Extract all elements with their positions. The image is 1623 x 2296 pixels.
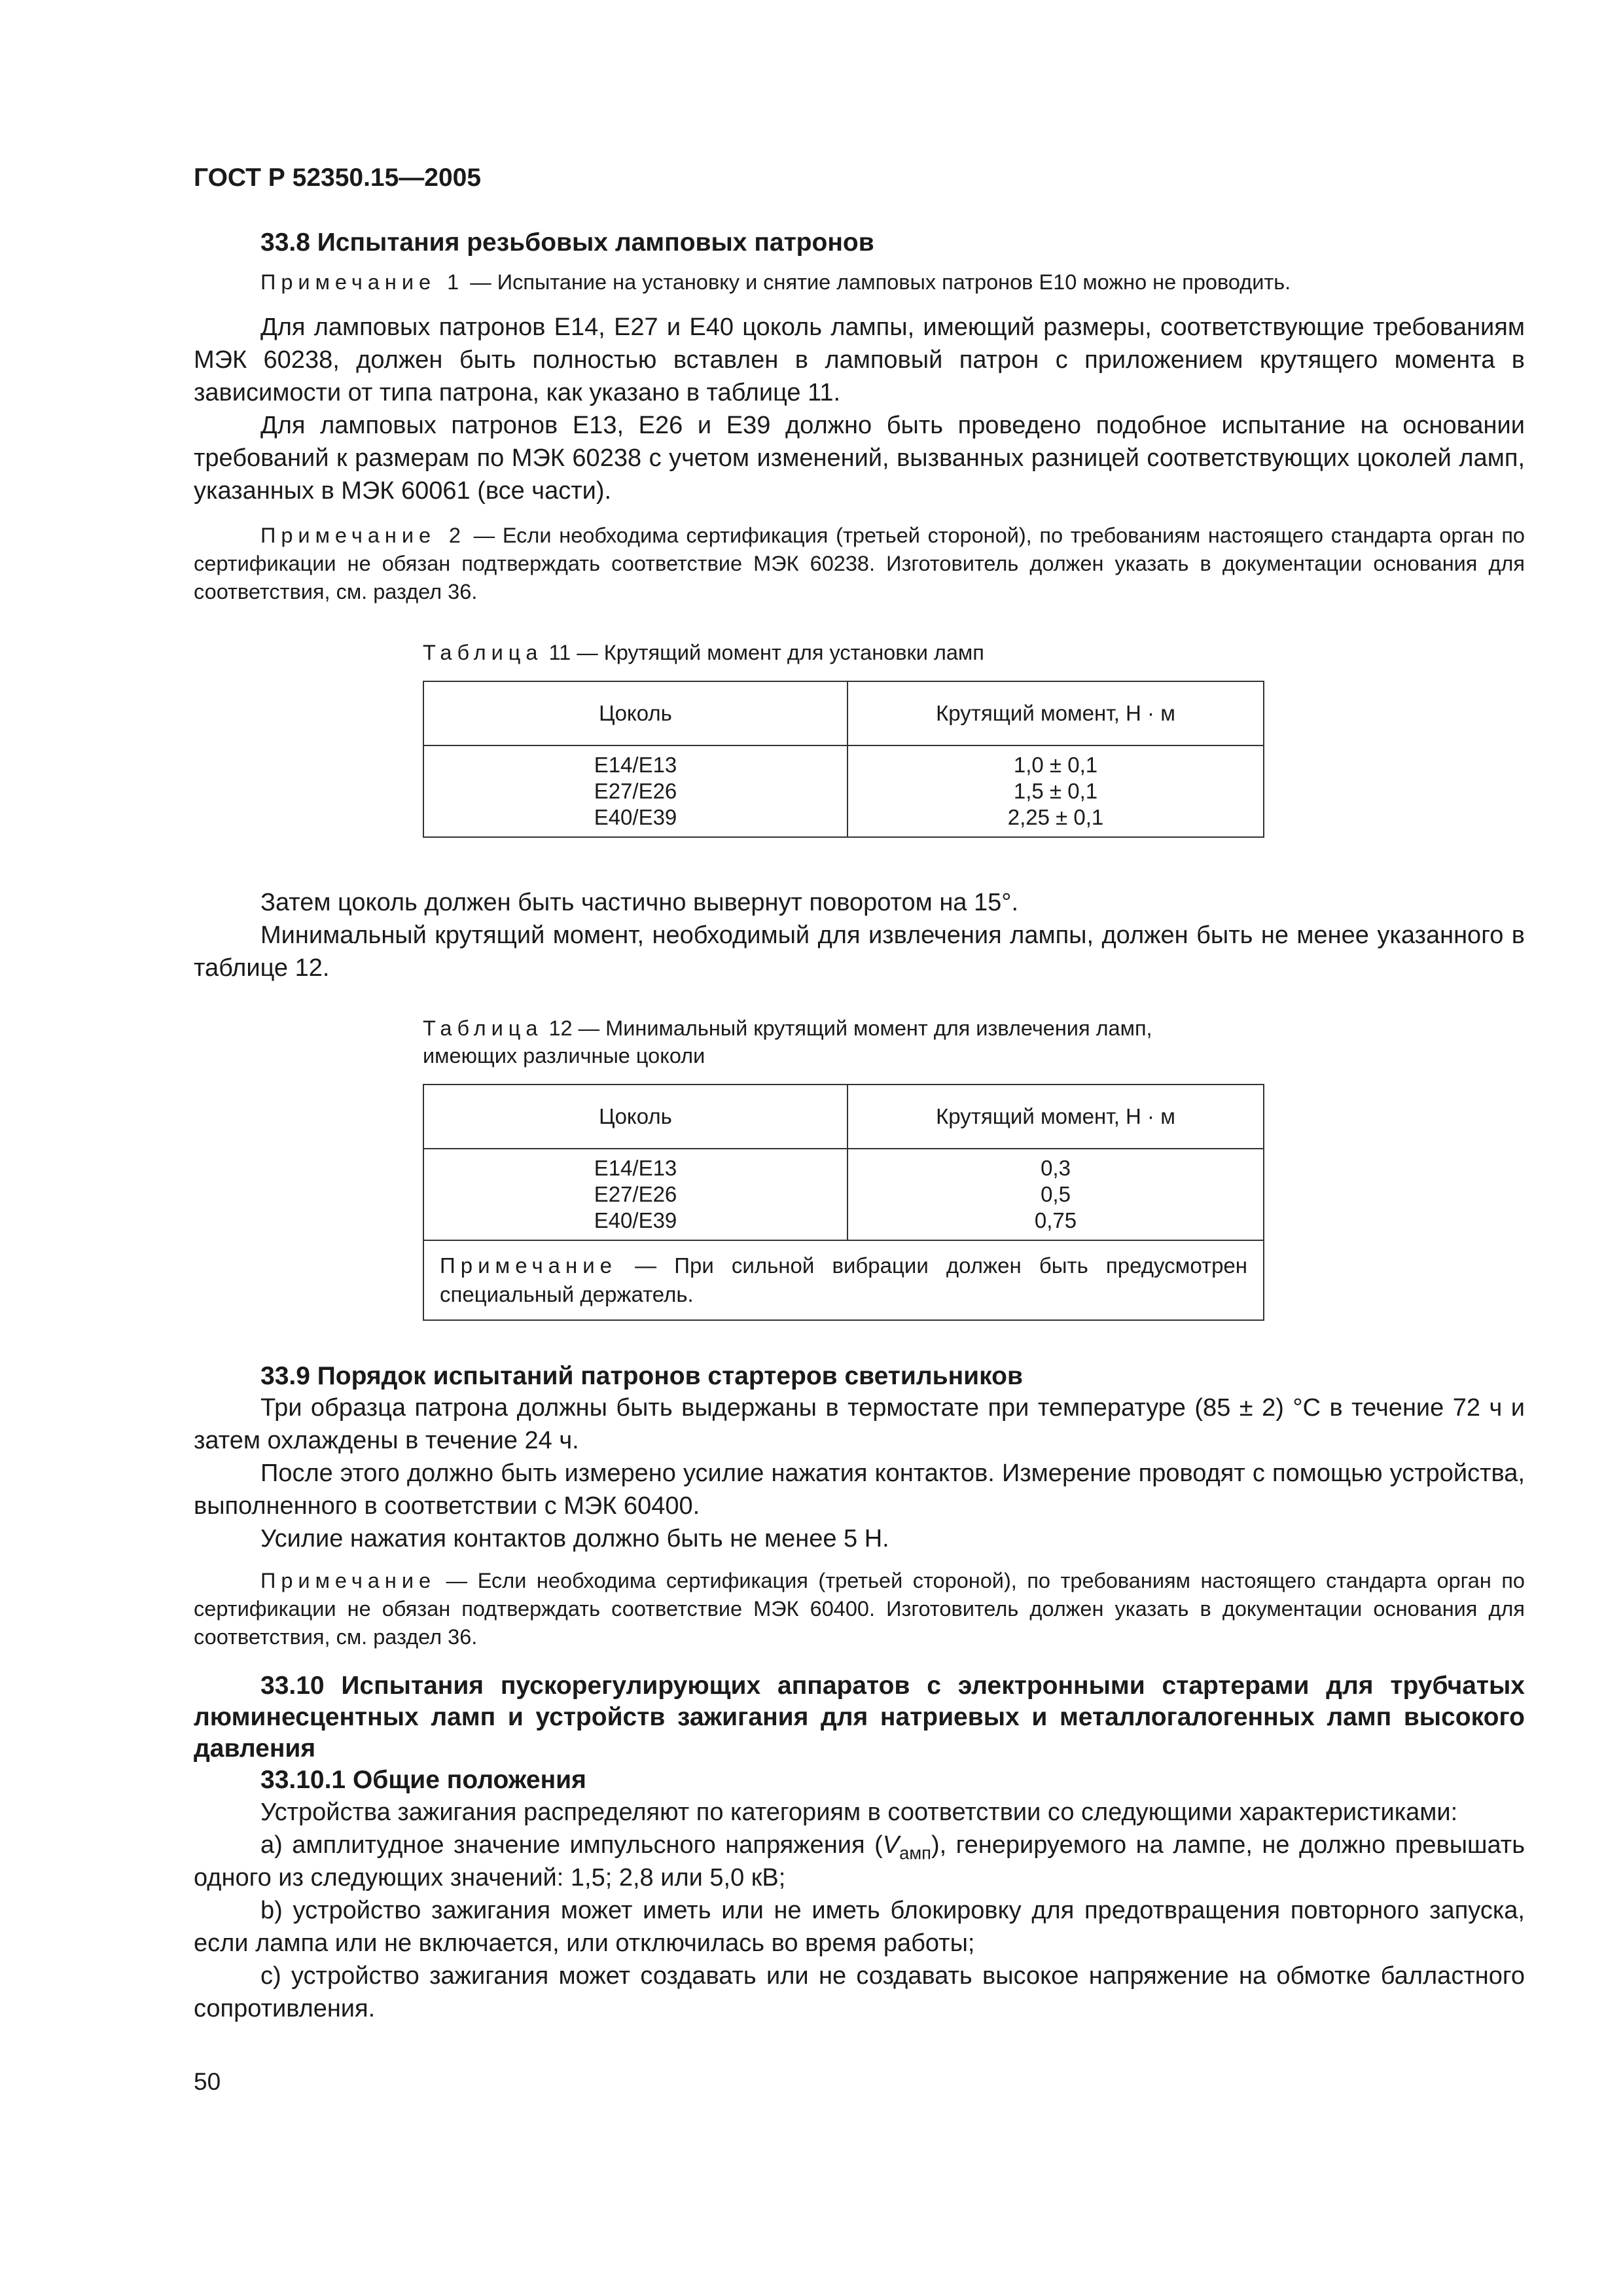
caption-label: Таблица	[423, 1016, 543, 1040]
section-33-10	[194, 1670, 1525, 2025]
cell-value: 2,25 ± 0,1	[1007, 805, 1104, 829]
variable: V	[882, 1831, 900, 1859]
note-label: Примечание 1	[260, 270, 465, 294]
paragraph: Усилие нажатия контактов должно быть не менее 5 Н.	[260, 1525, 889, 1552]
section-heading: 33.9 Порядок испытаний патронов стартеров светильников	[260, 1362, 1023, 1390]
standard-header: ГОСТ Р 52350.15—2005	[194, 164, 482, 192]
paragraph: После этого должно быть измерено усилие нажатия контактов. Измерение проводят с помощью устройства, выполненного в соответствии с МЭК 60400.	[194, 1460, 1525, 1520]
section-heading: 33.8 Испытания резьбовых ламповых патронов	[260, 228, 874, 257]
list-item-c: c) устройство зажигания может создавать или не создавать высокое напряжение на обмотке балластного сопротивления.	[194, 1962, 1525, 2022]
paragraphs-after-table-11	[194, 886, 1525, 984]
note-label: Примечание 2	[260, 524, 466, 547]
caption-text: 11 — Крутящий момент для установки ламп	[543, 641, 984, 664]
cell-value: 1,5 ± 0,1	[1013, 779, 1098, 803]
cell-value: Е27/Е26	[594, 1182, 677, 1206]
table-11	[423, 681, 1264, 838]
paragraph: Затем цоколь должен быть частично вывернут поворотом на 15°.	[260, 889, 1019, 916]
cell-value: 0,3	[1041, 1156, 1071, 1180]
subscript: амп	[899, 1842, 931, 1863]
note-text: — При сильной вибрации должен быть предусмотрен специальный держатель.	[440, 1253, 1247, 1306]
page-number: 50	[194, 2068, 221, 2095]
subsection-heading: 33.10.1 Общие положения	[260, 1766, 586, 1794]
note-text: — Испытание на установку и снятие ламповых патронов Е10 можно не проводить.	[464, 270, 1291, 294]
column-header: Крутящий момент, Н · м	[847, 681, 1264, 745]
section-33-8	[194, 226, 1525, 606]
list-item-a	[194, 1829, 1525, 1894]
caption-label: Таблица	[423, 641, 543, 664]
cell-value: Е40/Е39	[594, 805, 677, 829]
paragraph: Устройства зажигания распределяют по категориям в соответствии со следующими характеристиками:	[260, 1799, 1458, 1826]
section-heading: 33.10 Испытания пускорегулирующих аппаратов с электронными стартерами для трубчатых люминесцентных ламп и устройств зажигания для натриевых и металлогалогенных ламп высокого давления	[194, 1672, 1525, 1763]
cell-value: 0,75	[1034, 1208, 1077, 1232]
cell-value: 1,0 ± 0,1	[1013, 753, 1098, 777]
table-cell-values	[847, 745, 1264, 837]
table-note	[423, 1240, 1264, 1320]
note-text: — Если необходима сертификация (третьей стороной), по требованиям настоящего стандарта орган по сертификации не обязан подтверждать соответствие МЭК 60400. Изготовитель должен указать в документации основания для соответствия, см. раздел 36.	[194, 1569, 1525, 1649]
text: ), генерируемого на лампе, не должно превышать одного из следующих значений: 1,5; 2,8 или 5,0 кВ;	[194, 1831, 1525, 1892]
note-1	[194, 268, 1525, 296]
section-33-9	[194, 1361, 1525, 1651]
table-cell-bases	[423, 745, 847, 837]
cell-value: Е27/Е26	[594, 779, 677, 803]
note-2	[194, 522, 1525, 606]
column-header: Цоколь	[423, 1085, 847, 1149]
paragraph: Минимальный крутящий момент, необходимый для извлечения лампы, должен быть не менее указанного в таблице 12.	[194, 922, 1525, 982]
column-header: Крутящий момент, Н · м	[847, 1085, 1264, 1149]
table-11-caption	[423, 639, 984, 666]
cell-value: Е14/Е13	[594, 1156, 677, 1180]
note-label: Примечание	[440, 1253, 618, 1278]
cell-value: 0,5	[1041, 1182, 1071, 1206]
note	[194, 1567, 1525, 1651]
caption-text: имеющих различные цоколи	[423, 1044, 705, 1067]
table-12	[423, 1084, 1264, 1321]
note-label: Примечание	[260, 1569, 437, 1592]
paragraph: Три образца патрона должны быть выдержаны в термостате при температуре (85 ± 2) °С в течение 72 ч и затем охлаждены в течение 24 ч.	[194, 1394, 1525, 1454]
list-item-b: b) устройство зажигания может иметь или не иметь блокировку для предотвращения повторного запуска, если лампа или не включается, или отключилась во время работы;	[194, 1897, 1525, 1957]
paragraph: Для ламповых патронов Е14, Е27 и Е40 цоколь лампы, имеющий размеры, соответствующие требованиям МЭК 60238, должен быть полностью вставлен в ламповый патрон с приложением крутящего момента в зависимости от типа патрона, как указано в таблице 11.	[194, 314, 1525, 406]
caption-text: 12 — Минимальный крутящий момент для извлечения ламп,	[543, 1016, 1152, 1040]
note-text: — Если необходима сертификация (третьей стороной), по требованиям настоящего стандарта орган по сертификации не обязан подтверждать соответствие МЭК 60238. Изготовитель должен указать в документации основания для соответствия, см. раздел 36.	[194, 524, 1525, 603]
table-12-caption	[423, 1014, 1152, 1069]
cell-value: Е14/Е13	[594, 753, 677, 777]
paragraph: Для ламповых патронов Е13, Е26 и Е39 должно быть проведено подобное испытание на основании требований к размерам по МЭК 60238 с учетом изменений, вызванных разницей соответствующих цоколей ламп, указанных в МЭК 60061 (все части).	[194, 412, 1525, 505]
text: a) амплитудное значение импульсного напряжения (	[260, 1831, 883, 1859]
table-cell-bases	[423, 1149, 847, 1240]
table-cell-values	[847, 1149, 1264, 1240]
column-header: Цоколь	[423, 681, 847, 745]
cell-value: Е40/Е39	[594, 1208, 677, 1232]
